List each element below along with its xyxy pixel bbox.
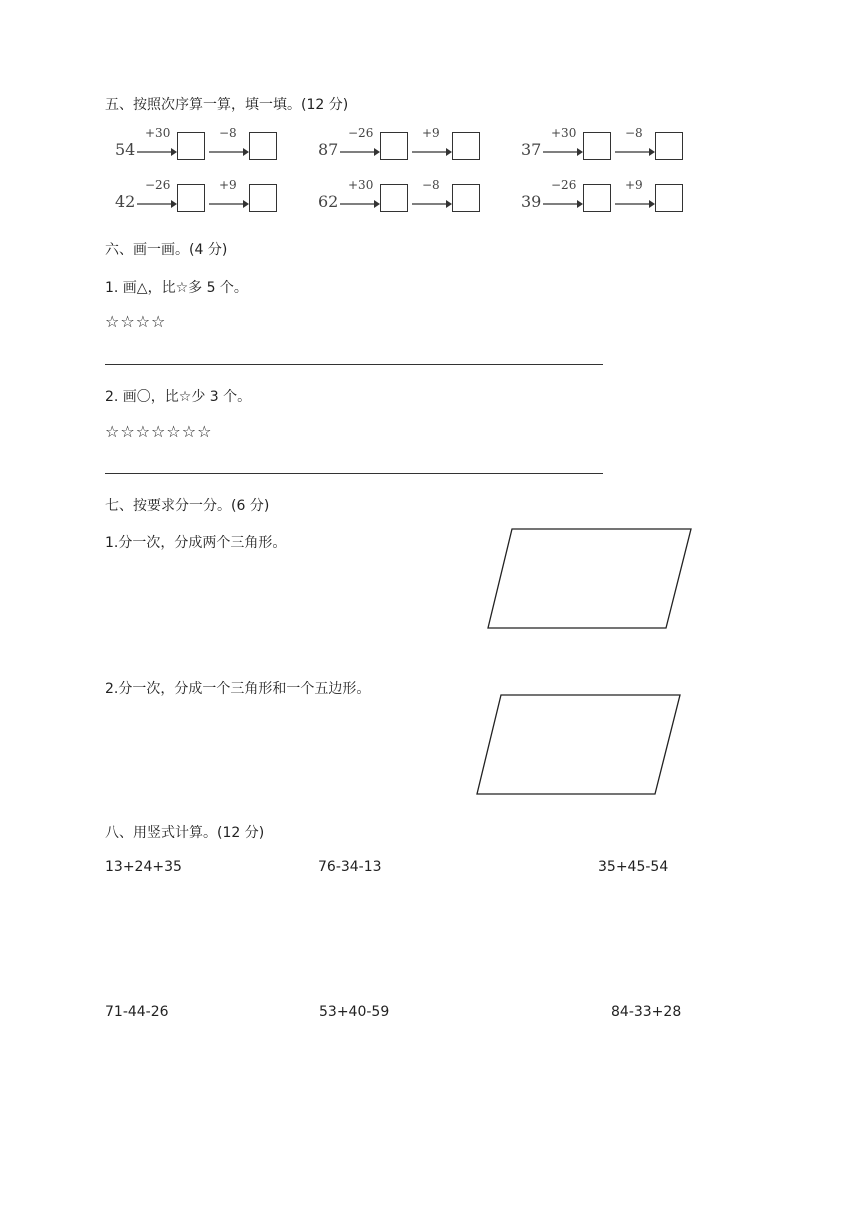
parallelogram-shape[interactable] bbox=[474, 693, 684, 797]
answer-box[interactable] bbox=[380, 184, 408, 212]
arrow-icon bbox=[340, 198, 380, 210]
chain-operation-1: +30 bbox=[145, 126, 171, 140]
section-7-heading: 七、按要求分一分。(6 分) bbox=[105, 498, 270, 514]
chain-start-number: 62 bbox=[318, 192, 339, 211]
arrow-icon bbox=[137, 146, 177, 158]
star-row-7: ☆☆☆☆☆☆☆ bbox=[105, 422, 213, 441]
chain-operation-1: +30 bbox=[551, 126, 577, 140]
expression: 13+24+35 bbox=[105, 859, 182, 875]
answer-box[interactable] bbox=[452, 132, 480, 160]
chain-operation-2: −8 bbox=[422, 178, 440, 192]
arrow-icon bbox=[615, 146, 655, 158]
arrow-icon bbox=[543, 146, 583, 158]
answer-box[interactable] bbox=[249, 132, 277, 160]
section-8-heading: 八、用竖式计算。(12 分) bbox=[105, 825, 265, 841]
answer-box[interactable] bbox=[655, 132, 683, 160]
answer-box[interactable] bbox=[249, 184, 277, 212]
answer-line[interactable] bbox=[105, 364, 603, 365]
chain-operation-1: +30 bbox=[348, 178, 374, 192]
chain-operation-2: +9 bbox=[625, 178, 643, 192]
star-row-4: ☆☆☆☆ bbox=[105, 312, 167, 331]
section-5-heading: 五、按照次序算一算，填一填。(12 分) bbox=[105, 97, 349, 113]
chain-start-number: 42 bbox=[115, 192, 136, 211]
expression: 71-44-26 bbox=[105, 1004, 169, 1020]
answer-box[interactable] bbox=[583, 184, 611, 212]
answer-box[interactable] bbox=[177, 184, 205, 212]
chain-operation-1: −26 bbox=[551, 178, 577, 192]
chain-start-number: 87 bbox=[318, 140, 339, 159]
calc-chain bbox=[115, 178, 295, 224]
answer-line[interactable] bbox=[105, 473, 603, 474]
chain-operation-2: −8 bbox=[219, 126, 237, 140]
calc-chain bbox=[318, 126, 498, 172]
arrow-icon bbox=[209, 146, 249, 158]
expression: 35+45-54 bbox=[598, 859, 669, 875]
question-6-1-text: 1. 画△，比☆多 5 个。 bbox=[105, 280, 248, 296]
calc-chain bbox=[521, 178, 701, 224]
answer-box[interactable] bbox=[177, 132, 205, 160]
expression: 53+40-59 bbox=[319, 1004, 390, 1020]
arrow-icon bbox=[209, 198, 249, 210]
calc-chain bbox=[318, 178, 498, 224]
chain-operation-2: +9 bbox=[422, 126, 440, 140]
question-7-1-text: 1.分一次，分成两个三角形。 bbox=[105, 535, 287, 551]
chain-start-number: 54 bbox=[115, 140, 136, 159]
arrow-icon bbox=[615, 198, 655, 210]
parallelogram-shape[interactable] bbox=[485, 527, 695, 631]
answer-box[interactable] bbox=[380, 132, 408, 160]
arrow-icon bbox=[137, 198, 177, 210]
expression: 84-33+28 bbox=[611, 1004, 682, 1020]
chain-operation-2: −8 bbox=[625, 126, 643, 140]
arrow-icon bbox=[412, 198, 452, 210]
question-7-2-text: 2.分一次，分成一个三角形和一个五边形。 bbox=[105, 681, 371, 697]
question-6-2-text: 2. 画〇，比☆少 3 个。 bbox=[105, 389, 252, 405]
section-6-heading: 六、画一画。(4 分) bbox=[105, 242, 228, 258]
arrow-icon bbox=[543, 198, 583, 210]
arrow-icon bbox=[340, 146, 380, 158]
chain-start-number: 39 bbox=[521, 192, 542, 211]
expression: 76-34-13 bbox=[318, 859, 382, 875]
chain-operation-2: +9 bbox=[219, 178, 237, 192]
answer-box[interactable] bbox=[452, 184, 480, 212]
answer-box[interactable] bbox=[655, 184, 683, 212]
chain-operation-1: −26 bbox=[145, 178, 171, 192]
chain-operation-1: −26 bbox=[348, 126, 374, 140]
answer-box[interactable] bbox=[583, 132, 611, 160]
calc-chain bbox=[521, 126, 701, 172]
chain-start-number: 37 bbox=[521, 140, 542, 159]
arrow-icon bbox=[412, 146, 452, 158]
calc-chain bbox=[115, 126, 295, 172]
